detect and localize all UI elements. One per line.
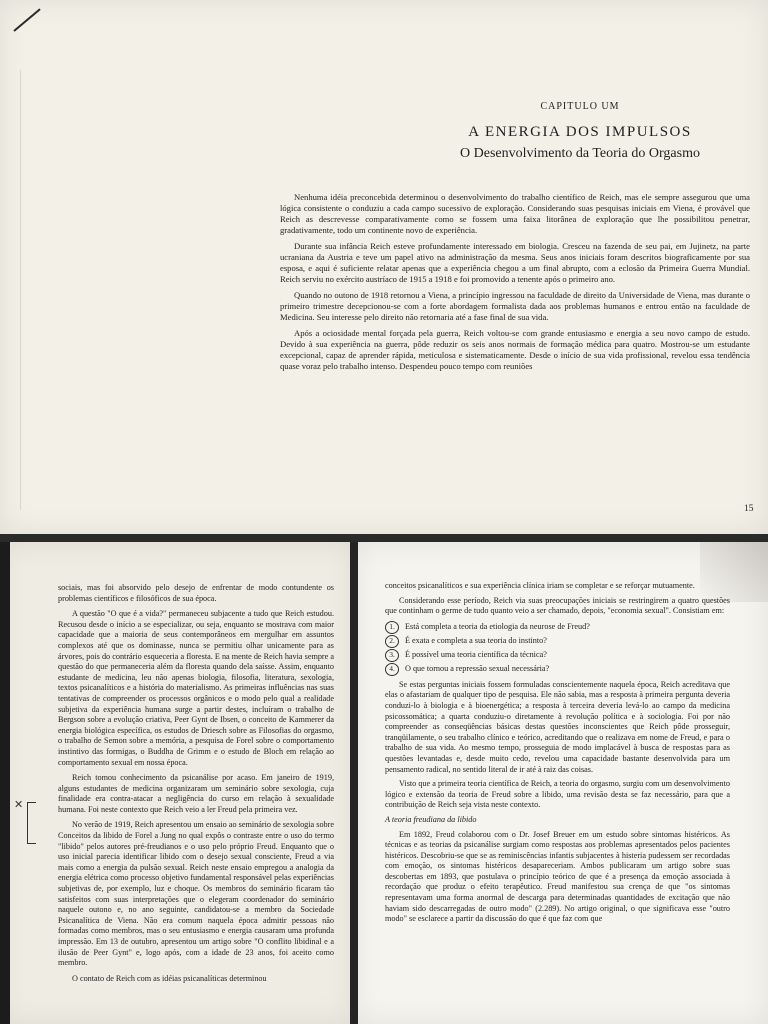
book-spine-shadow [350, 542, 358, 1024]
question-item [385, 649, 730, 662]
paragraph: conceitos psicanalíticos e sua experiência clínica iriam se completar e se reforçar mutuamente. [385, 581, 695, 590]
question-text: Está completa a teoria da etiologia da neurose de Freud? [405, 621, 590, 631]
paragraph: Em 1892, Freud colaborou com o Dr. Josef Breuer em um estudo sobre sintomas histéricos. As técnicas e as teorias da psicanálise surgiam como respostas aos problemas apresentados pelos pacientes histéricos. Descobriu-se que se as reminiscências infantis subjacentes à histeria pudessem ser recordadas com emoção, os sintomas histéricos desapareceriam. Ambos publicaram um artigo sobre suas descobertas em 1893, que postulava o princípio teórico de que é a presença da emoção associada à recordação que produz o efeito terapêutico. Freud manifestou sua crença de que "os sintomas representavam uma forma anormal de descarga para determinadas quantidades de excitação que não haviam sido descarregadas de outro modo" (2.289). No artigo original, o que significava esse "outro modo" se esclarece a partir da discussão do que é que faz com que [385, 829, 730, 924]
circled-number: 3. [385, 649, 399, 662]
chapter-title: A ENERGIA DOS IMPULSOS [468, 124, 692, 140]
paragraph: O contato de Reich com as idéias psicanalíticas determinou [72, 973, 267, 983]
page-top-body [280, 192, 750, 377]
circled-number: 1. [385, 621, 399, 634]
question-list [385, 621, 730, 676]
page-edge-line [20, 70, 21, 510]
paragraph: Reich tomou conhecimento da psicanálise por acaso. Em janeiro de 1919, alguns estudantes de medicina organizaram um seminário sobre sexologia, cuja finalidade era contra-atacar a negligência do curso em relação à sexualidade humana. Foi neste contexto que Reich veio a ler Freud pela primeira vez. [58, 773, 334, 814]
page-number: 15 [744, 504, 754, 514]
paragraph: Nenhuma idéia preconcebida determinou o desenvolvimento do trabalho científico de Reich, mas ele sempre assegurou que uma lógica consistente o conduziu a cada campo sucessivo de exploração. Considerando suas pesquisas iniciais em Viena, é provável que Reich as descrevesse comparativamente como se fossem uma faixa litorânea de exploração que lhe possibilitou penetrar, gradativamente, todo um continente novo de experiência. [280, 192, 750, 235]
paragraph: Durante sua infância Reich esteve profundamente interessado em biologia. Cresceu na fazenda de seu pai, em Jujinetz, na parte ucraniana da Austria e teve um papel ativo na administração da mesma. Seus anos iniciais foram descritos biograficamente por sua esposa, e aqui é suficiente relatar apenas que a experiência chegou a um final abrupto, com a eclosão da Primeira Guerra Mundial. Reich serviu no exército austríaco de 1915 a 1918 e foi promovido a tenente após o primeiro ano. [280, 241, 750, 284]
question-text: É exata e completa a sua teoria do instinto? [405, 635, 547, 645]
paragraph: Após a ociosidade mental forçada pela guerra, Reich voltou-se com grande entusiasmo e energia a seu novo campo de estudo. Devido à sua experiência na guerra, pôde reduzir os seis anos normais de formação médica para quatro. Mostrou-se um estudante excepcional, capaz de aprender rápida, meticulosa e sistematicamente. Desde o início de sua vida profissional, revelou essa tendência quase voraz pelo trabalho intenso. Despendeu pouco tempo com reuniões [280, 328, 750, 371]
page-left-body [58, 583, 334, 989]
margin-bracket-mark [27, 802, 36, 844]
paragraph: Visto que a primeira teoria científica de Reich, a teoria do orgasmo, surgiu com um desenvolvimento lógico e extensão da teoria de Freud sobre a libido, uma revisão desta se faz necessário, para que a contribuição de Reich seja vista neste contexto. [385, 779, 730, 810]
chapter-subtitle: O Desenvolvimento da Teoria do Orgasmo [460, 146, 700, 161]
paragraph: sociais, mas foi absorvido pelo desejo de enfrentar de modo contundente os problemas científicos e filosóficos de sua época. [58, 583, 334, 603]
question-item [385, 663, 730, 676]
paragraph: Se estas perguntas iniciais fossem formuladas conscientemente naquela época, Reich acreditava que elas o afastariam de qualquer tipo de pesquisa. Ele não sabia, mas a resposta à primeira pergunta deveria conduzi-lo à biologia e à bioenergética; a resposta à terceira deveria levá-lo ao campo da medicina psicossomática; a quarta conduziu-o diretamente à revolução política e à sociologia. Foi por não compreender as conseqüências básicas destas questões inconscientes que Reich pôde prosseguir, tranqüilamente, o seu trabalho clínico e teórico, acreditando que o realizava em nome de Freud, e para o trabalho de sua vida. Ao mesmo tempo, prosseguia de modo implacável à busca de respostas para as questões levantadas e, desde muito cedo, revelou uma capacidade bastante desenvolvida para um pensamento radical, no sentido literal de ir até à raiz das coisas. [385, 679, 730, 774]
scan-gap [0, 534, 768, 542]
question-item [385, 635, 730, 648]
paragraph: Considerando esse período, Reich via suas preocupações iniciais se restringirem a quatro questões que continham o germe de tudo quanto veio a ser chamado, depois, "economia sexual". Consistiam em: [385, 595, 730, 616]
margin-annotation-mark: ✕ [14, 799, 24, 811]
page-right-body [385, 581, 730, 929]
paragraph: No verão de 1919, Reich apresentou um ensaio ao seminário de sexologia sobre Conceitos da libido de Forel a Jung no qual expôs o contraste entre o uso do termo "libido" pelos autores pré-freudianos e o uso pelo próprio Freud. Enquanto que o uso inicial parecia identificar libido com o desejo sexual consciente, Freud a via mais como a energia da pulsão sexual. Reich neste ensaio empregou a analogia da energia elétrica como processo objetivo fundamental responsável pelas experiências subjetivas de, por exemplo, luz e choque. Os membros do seminário ficaram tão satisfeitos com suas interpretações que o elegeram coordenador do seminário naquele outono e, no ano seguinte, candidatou-se a membro da Sociedade Psicanalítica de Viena. Não era comum naquela época admitir pessoas não formadas como membros, mas o seu entusiasmo e energia causaram uma profunda impressão. Em 13 de outubro, apresentou um artigo sobre "O conflito libidinal e a ilusão de Peer Gynt" e, logo após, com a idade de 23 anos, foi aceito como membro. [58, 820, 334, 968]
scan-edge-shadow [0, 542, 10, 1024]
section-heading: A teoria freudiana da libido [385, 814, 477, 824]
question-text: É possível uma teoria científica da técnica? [405, 649, 547, 659]
paragraph: Quando no outono de 1918 retornou a Viena, a princípio ingressou na faculdade de direito da Universidade de Viena, mas durante o primeiro trimestre decepcionou-se com a forte abordagem formalista dada aos problemas humanos e entrou então na faculdade de Medicina. Seu interesse pelo direito não retornaria até a fase final de sua vida. [280, 290, 750, 322]
circled-number: 4. [385, 663, 399, 676]
paragraph: A questão "O que é a vida?" permaneceu subjacente a tudo que Reich estudou. Recusou desde o início a se especializar, ou seja, enquanto se mostrava com maior capacidade que a maioria de seus contemporâneos em mergulhar em assuntos complexos até que os dominasse, nunca se permitiu olhar unicamente para as árvores, pois do contrário esqueceria a floresta. E na mente de Reich havia sempre a questão do que permaneceria além da floresta quando dela saísse. Assim, enquanto estudante de medicina, leu não apenas biologia, filosofia, literatura, sexologia, textos psicanalíticos e a história do materialismo. As primeiras influências nas suas tentativas de compreender os processos orgânicos e o modo pelo qual a realidade subjetiva da experiência humana surge a partir destes, incluíram o trabalho de Bergson sobre a evolução criativa, Peer Gynt de Ibsen, o conceito de Kammerer da energia biológica específica, os estudos de Driesch sobre as Filosofias do orgasmo, o trabalho de Semon sobre a memória, a pesquisa de Forel sobre o comportamento instintivo das formigas, o Buddha de Grimm e o estudo de Bloch em relação ao comportamento sexual em nossa época. [58, 609, 334, 767]
chapter-label: CAPITULO UM [540, 101, 620, 112]
question-item [385, 621, 730, 634]
circled-number: 2. [385, 635, 399, 648]
question-text: O que tornou a repressão sexual necessária? [405, 663, 550, 673]
pencil-mark [13, 8, 40, 31]
